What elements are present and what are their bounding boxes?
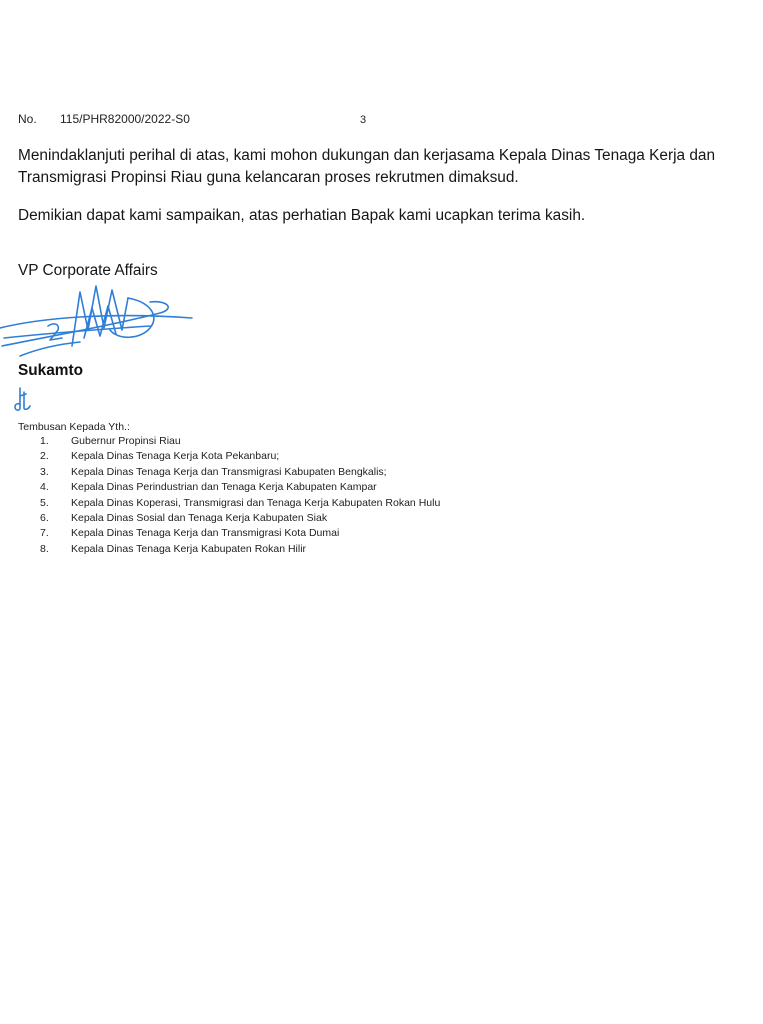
cc-recipient: [40, 449, 440, 464]
cc-recipient-number: 1.: [40, 435, 49, 447]
cc-recipient: [40, 434, 440, 449]
cc-recipient-text: Kepala Dinas Tenaga Kerja dan Transmigrasi Kota Dumai: [71, 527, 340, 540]
cc-recipient-number: 8.: [40, 542, 49, 555]
reference-label: No.: [18, 112, 37, 126]
reference-number: 115/PHR82000/2022-S0: [60, 112, 190, 126]
cc-recipient: [40, 511, 440, 526]
cc-recipient-text: Kepala Dinas Tenaga Kerja Kota Pekanbaru;: [71, 450, 280, 463]
signatory-name: Sukamto: [18, 362, 83, 379]
cc-recipient-number: 6.: [40, 512, 49, 525]
cc-recipient-number: 5.: [40, 496, 49, 509]
cc-recipient-text: Kepala Dinas Perindustrian dan Tenaga Kerja Kabupaten Kampar: [71, 481, 377, 494]
signatory-position: VP Corporate Affairs: [18, 262, 158, 279]
cc-heading: Tembusan Kepada Yth.:: [18, 421, 130, 433]
cc-recipient-text: Kepala Dinas Sosial dan Tenaga Kerja Kabupaten Siak: [71, 512, 328, 525]
cc-recipient: [40, 480, 440, 495]
cc-recipient: [40, 496, 440, 511]
handwritten-signature-icon: [0, 268, 200, 368]
body-paragraph-request: Menindaklanjuti perihal di atas, kami mohon dukungan dan kerjasama Kepala Dinas Tenaga Kerja dan Transmigrasi Propinsi Riau guna kelancaran proses rekrutmen dimaksud.: [18, 147, 716, 186]
page-number: 3: [360, 114, 367, 126]
cc-recipient-text: Kepala Dinas Tenaga Kerja Kabupaten Rokan Hilir: [71, 542, 307, 555]
cc-recipient-number: 2.: [40, 450, 49, 463]
cc-recipient-list: [40, 434, 440, 557]
cc-recipient-number: 7.: [40, 527, 49, 540]
body-paragraph-closing: Demikian dapat kami sampaikan, atas perhatian Bapak kami ucapkan terima kasih.: [18, 207, 586, 224]
cc-recipient-number: 4.: [40, 481, 49, 494]
cc-recipient: [40, 465, 440, 480]
cc-recipient-text: Kepala Dinas Tenaga Kerja dan Transmigrasi Kabupaten Bengkalis;: [71, 465, 387, 478]
cc-recipient: [40, 526, 440, 541]
reference-number-line: [18, 112, 190, 126]
cc-recipient-text: Kepala Dinas Koperasi, Transmigrasi dan Tenaga Kerja Kabupaten Rokan Hulu: [71, 496, 441, 509]
handwritten-initial-icon: [12, 386, 38, 412]
cc-recipient-number: 3.: [40, 465, 49, 478]
cc-recipient-text: Gubernur Propinsi Riau: [71, 435, 181, 447]
cc-recipient: [40, 542, 440, 557]
